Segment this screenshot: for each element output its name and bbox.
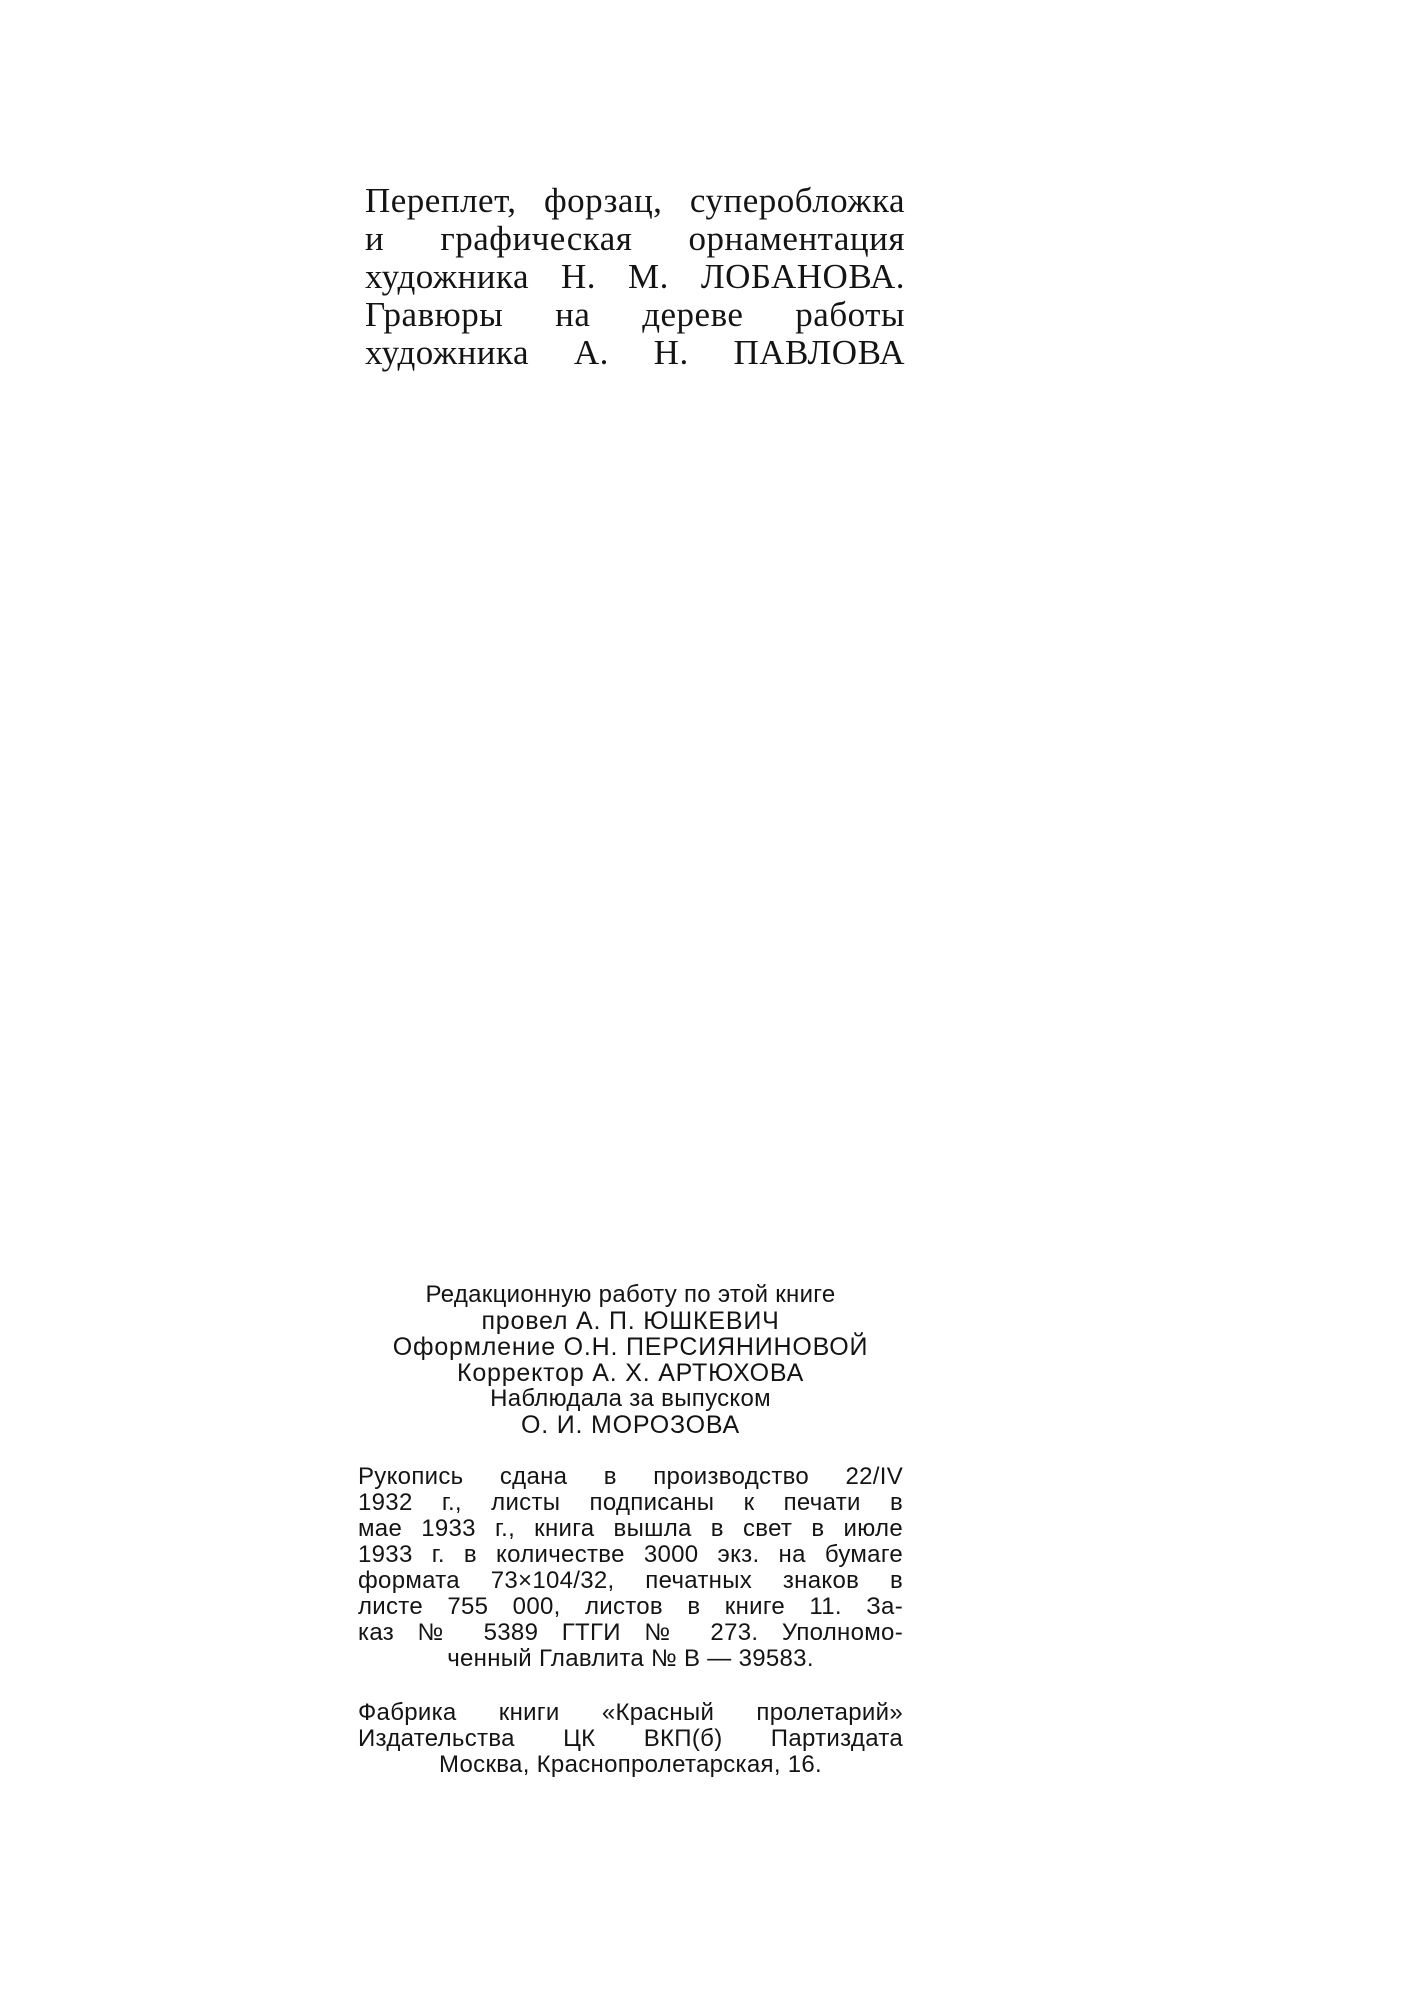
credits-line: художника Н. М. ЛОБАНОВА. [365,257,905,296]
printing-house-line: Фабрика книги «Красный пролетарий» [358,1699,903,1726]
production-line: 1932 г., листы подписаны к печати в [358,1489,903,1516]
printing-house [358,1700,903,1778]
credits-line: Гравюры на дереве работы [365,295,905,334]
production-line: ченный Главлита № В — 39583. [447,1645,814,1672]
illustration-credits [365,182,905,372]
production-line: каз № 5389 ГТГИ № 273. Уполномо- [358,1619,903,1646]
editorial-line: Наблюдала за выпуском [490,1385,771,1412]
editorial-line: Оформление О.Н. ПЕРСИЯНИНОВОЙ [392,1333,869,1361]
editorial-line: Редакционную работу по этой книге [425,1281,836,1308]
printing-house-line: Издательства ЦК ВКП(б) Партиздата [358,1725,903,1752]
credits-line: Переплет, форзац, суперобложка [365,181,905,220]
production-line: Рукопись сдана в производство 22/IV [358,1463,903,1490]
editorial-line: Корректор А. Х. АРТЮХОВА [456,1359,805,1387]
credits-line: и графическая орнаментация [365,219,905,258]
production-line: 1933 г. в количестве 3000 экз. на бумаге [358,1541,903,1568]
printing-house-line: Москва, Краснопролетарская, 16. [438,1751,823,1778]
imprint-block [358,1282,903,1778]
editorial-line: провел А. П. ЮШКЕВИЧ [481,1307,780,1335]
production-line: мае 1933 г., книга вышла в свет в июле [358,1515,903,1542]
production-line: формата 73×104/32, печатных знаков в [358,1567,903,1594]
credits-line: художника А. Н. ПАВЛОВА [365,333,905,372]
editorial-credits [358,1282,903,1438]
production-details [358,1464,903,1672]
editorial-line: О. И. МОРОЗОВА [520,1411,741,1439]
production-line: листе 755 000, листов в книге 11. За- [358,1593,903,1620]
